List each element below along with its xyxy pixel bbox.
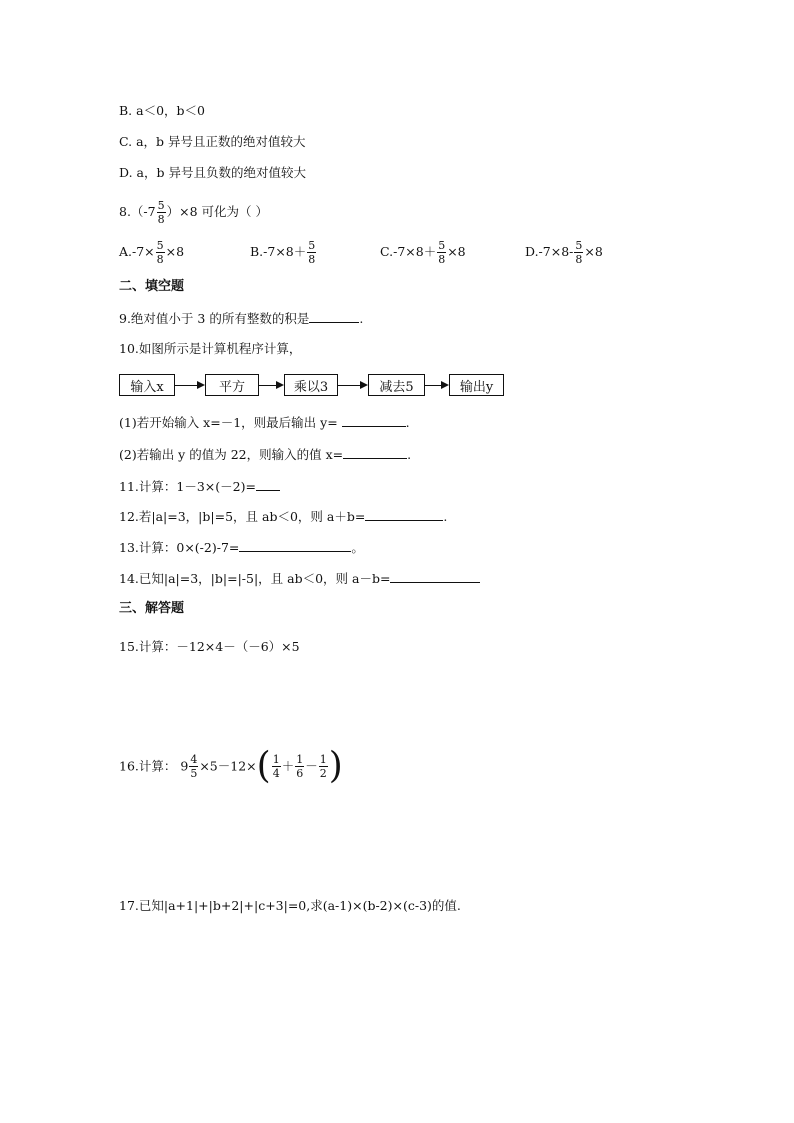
q13: 13.计算：0×(-2)-7= 。: [119, 540, 364, 555]
q10-part1: (1)若开始输入 x=－1，则最后输出 y= .: [119, 415, 410, 430]
section-solve-heading: 三、解答题: [119, 601, 185, 616]
q7-option-b: B. a＜0，b＜0: [119, 103, 205, 118]
q11: 11.计算：1－3×(－2)=: [119, 478, 280, 495]
flow-arrow: [259, 385, 276, 386]
q8-option-a: A.-7× $\frac{5}{8}$ ×8: [119, 239, 185, 266]
left-paren: (: [256, 745, 271, 787]
q10-part2: (2)若输出 y 的值为 22，则输入的值 x= .: [119, 447, 412, 462]
q9: 9.绝对值小于 3 的所有整数的积是 .: [119, 311, 364, 326]
flow-arrow: [338, 385, 360, 386]
flow-box-square: 平方: [205, 374, 259, 396]
flow-box-subtract: 减去5: [368, 374, 425, 396]
section-fill-in-heading: 二、填空题: [119, 279, 185, 294]
q8-option-b: B.-7×8＋ $\frac{5}{8}$: [250, 239, 316, 266]
q17: 17.已知|a+1|+|b+2|+|c+3|=0,求(a-1)×(b-2)×(c-3)的值.: [119, 898, 461, 913]
q8-option-c: C.-7×8＋ $\frac{5}{8}$ ×8: [380, 239, 466, 266]
q10-stem: 10.如图所示是计算机程序计算，: [119, 341, 302, 356]
q8-option-d: D.-7×8- $\frac{5}{8}$ ×8: [525, 239, 603, 266]
q16: 16.计算： 9 $\frac{4}{5}$ ×5－12×( $\frac{1}{4}$ ＋ $\frac{1}{6}$ － $\frac{1}{2}$ ): [119, 745, 343, 787]
flow-box-multiply: 乘以3: [284, 374, 338, 396]
q7-option-d: D. a，b 异号且负数的绝对值较大: [119, 165, 306, 180]
flow-arrowhead: [197, 381, 205, 389]
flow-arrow: [175, 385, 197, 386]
q15: 15.计算：－12×4－（－6）×5: [119, 639, 300, 654]
q12: 12.若|a|=3，|b|=5，且 ab＜0，则 a＋b= .: [119, 509, 448, 524]
flow-arrowhead: [360, 381, 368, 389]
flow-box-input: 输入x: [119, 374, 175, 396]
q7-option-c: C. a，b 异号且正数的绝对值较大: [119, 134, 306, 149]
flow-box-output: 输出y: [449, 374, 504, 396]
q14: 14.已知|a|=3，|b|=|-5|，且 ab＜0，则 a－b=: [119, 570, 480, 587]
flow-arrowhead: [276, 381, 284, 389]
right-paren: ): [328, 745, 343, 787]
flow-arrow: [425, 385, 441, 386]
q8-fraction: $\frac{5}{8}$: [157, 199, 165, 226]
q8-stem: 8.（-7 $\frac{5}{8}$ ）×8 可化为（ ）: [119, 199, 268, 226]
flow-arrowhead: [441, 381, 449, 389]
